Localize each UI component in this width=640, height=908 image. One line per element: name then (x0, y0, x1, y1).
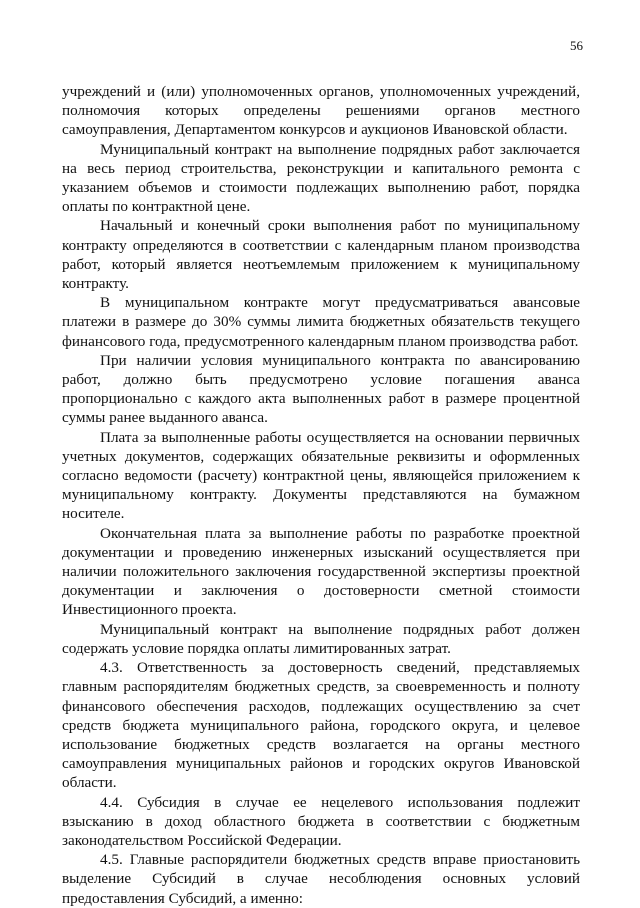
page-number: 56 (570, 38, 583, 53)
paragraph-continuation: учреждений и (или) уполномоченных органов, уполномоченных учреждений, полномочия которых определены решениями органов местного самоуправления, Департаментом конкурсов и аукционов Ивановской области. (62, 83, 580, 139)
paragraph-section-4-5: 4.5. Главные распорядители бюджетных средств вправе приостановить выделение Субсидий в случае несоблюдения основных условий предоставления Субсидий, а именно: (62, 851, 580, 907)
paragraph-final-payment: Окончательная плата за выполнение работы по разработке проектной документации и проведению инженерных изысканий осуществляется при наличии положительного заключения государственной экспертизы проектной документации и заключения о достоверности сметной стоимости Инвестиционного проекта. (62, 524, 580, 619)
document-body (62, 82, 580, 908)
paragraph-limited-costs: Муниципальный контракт на выполнение подрядных работ должен содержать условие порядка оплаты лимитированных затрат. (62, 620, 580, 657)
paragraph-section-4-3: 4.3. Ответственность за достоверность сведений, представляемых главным распорядителям бюджетных средств, за своевременность и полноту финансового обеспечения расходов, подлежащих осуществлению за счет средств бюджета муниципального района, городского округа, и целевое использование бюджетных средств возлагается на органы местного самоуправления муниципальных районов и городских округов Ивановской области. (62, 659, 580, 792)
paragraph-advance-repayment: При наличии условия муниципального контракта по авансированию работ, должно быть предусмотрено условие погашения аванса пропорционально с каждого акта выполненных работ в размере процентной суммы ранее выданного аванса. (62, 351, 580, 427)
paragraph-section-4-4: 4.4. Субсидия в случае ее нецелевого использования подлежит взысканию в доход областного бюджета в соответствии с бюджетным законодательством Российской Федерации. (62, 793, 580, 849)
paragraph-contract-conclusion: Муниципальный контракт на выполнение подрядных работ заключается на весь период строительства, реконструкции и капитального ремонта с указанием объемов и стоимости подлежащих выполнению работ, порядка оплаты по контрактной цене. (62, 140, 580, 216)
paragraph-work-deadlines: Начальный и конечный сроки выполнения работ по муниципальному контракту определяются в соответствии с календарным планом производства работ, который является неотъемлемым приложением к муниципальному контракту. (62, 217, 580, 293)
paragraph-payment-basis: Плата за выполненные работы осуществляется на основании первичных учетных документов, содержащих обязательные реквизиты и оформленных согласно ведомости (расчету) контрактной цены, являющейся приложением к муниципальному контракту. Документы представляются на бумажном носителе. (62, 428, 580, 523)
paragraph-advance-payments: В муниципальном контракте могут предусматриваться авансовые платежи в размере до 30% суммы лимита бюджетных обязательств текущего финансового года, предусмотренного календарным планом производства работ. (62, 294, 580, 350)
